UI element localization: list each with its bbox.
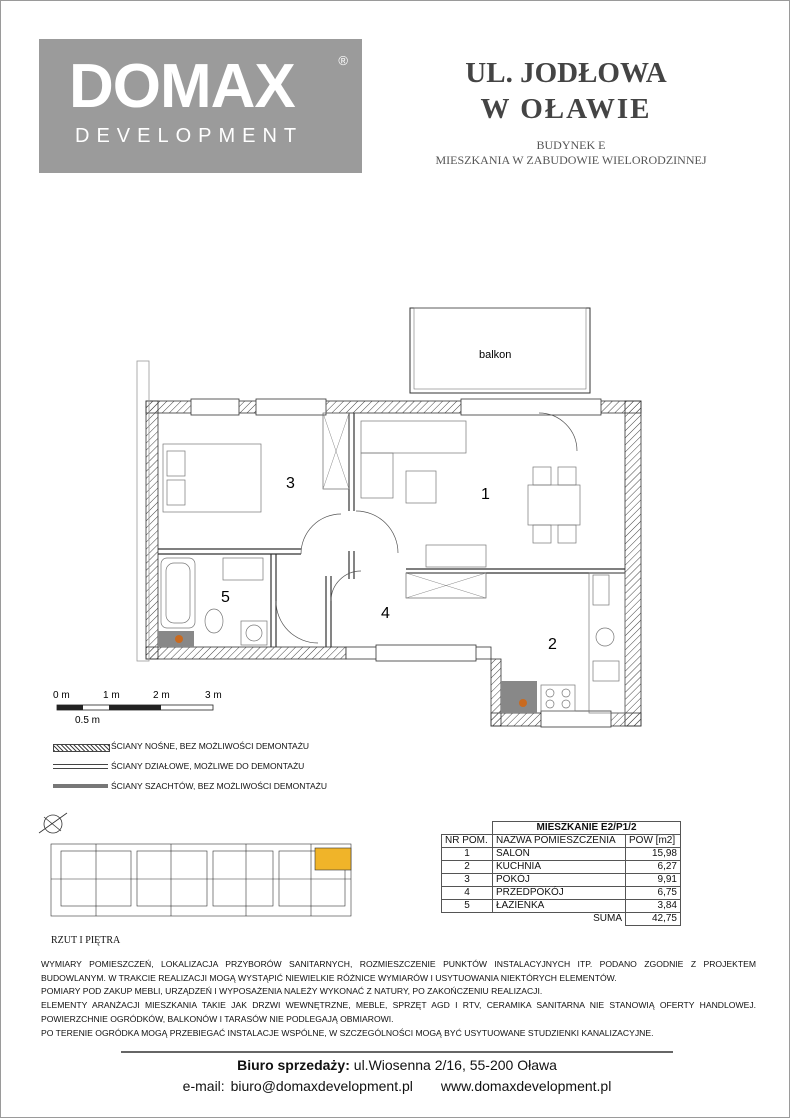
disclaimer-notes <box>41 958 756 1040</box>
room-name: KUCHNIA <box>493 861 626 874</box>
floor-plan-drawing <box>1 1 791 961</box>
floor-label: RZUT I PIĘTRA <box>51 935 121 946</box>
registered-mark: ® <box>338 53 348 68</box>
room-area: 6,27 <box>626 861 681 874</box>
contact-line <box>1 1078 792 1094</box>
office-address: ul.Wiosenna 2/16, 55-200 Oława <box>349 1057 557 1073</box>
footer-divider <box>121 1051 673 1053</box>
table-row <box>442 887 681 900</box>
street-title: UL. JODŁOWA <box>465 57 667 89</box>
sales-office <box>1 1057 792 1073</box>
table-row <box>442 861 681 874</box>
table-row <box>442 874 681 887</box>
room-nr: 3 <box>442 874 493 887</box>
room-nr: 1 <box>442 848 493 861</box>
room-name: PRZEDPOKÓJ <box>493 887 626 900</box>
city-title: W OŁAWIE <box>480 93 652 125</box>
sum-value: 42,75 <box>626 913 681 926</box>
windows <box>191 399 611 727</box>
table-row <box>442 900 681 913</box>
living-room-furniture <box>361 421 580 567</box>
door-swings <box>276 413 577 643</box>
note-line: WYMIARY POMIESZCZEŃ, LOKALIZACJA PRZYBORÓW SANITARNYCH, ROZMIESZCZENIE PUNKTÓW INSTALACYJNYCH ITP. PODANO ZGODNIE Z PROJEKTEM BUDOWLANYM. W TRAKCIE REALIZACJI MOGĄ WYSTĄPIĆ NIEWIELKIE RÓŻNICE WYMIARÓW I USYTUOWANIA NIEKTÓRYCH ELEMENTÓW. <box>41 959 756 983</box>
building-key-plan <box>51 844 351 916</box>
description-label: MIESZKANIA W ZABUDOWIE WIELORODZINNEJ <box>435 153 707 167</box>
note-line: POMIARY POD ZAKUP MEBLI, URZĄDZEŃ I WYPOSAŻENIA NALEŻY WYKONAĆ Z NATURY, PO ZAKOŃCZENIU REALIZACJI. <box>41 986 543 997</box>
room-area: 3,84 <box>626 900 681 913</box>
header-name: NAZWA POMIESZCZENIA <box>493 835 626 848</box>
room-number-3: 3 <box>286 475 295 492</box>
sum-row <box>442 913 681 926</box>
header-area: POW [m2] <box>626 835 681 848</box>
scale-tick-0: 0 m <box>53 690 70 701</box>
sum-label: SUMA <box>593 913 622 925</box>
scale-tick-3: 3 m <box>205 690 222 701</box>
building-label: BUDYNEK E <box>536 138 606 152</box>
logo-wordmark: DOMAX <box>69 52 295 121</box>
scale-tick-2: 2 m <box>153 690 170 701</box>
website-link[interactable]: www.domaxdevelopment.pl <box>440 1078 612 1094</box>
room-number-5: 5 <box>221 589 230 606</box>
balcony-label: balkon <box>479 349 512 361</box>
balcony <box>410 308 590 393</box>
legend-label: ŚCIANY SZACHTÓW, BEZ MOŻLIWOŚCI DEMONTAŻU <box>111 781 327 791</box>
partition-swatch-icon <box>53 764 108 769</box>
load-bearing-walls <box>137 361 641 726</box>
room-name: SALON <box>493 848 626 861</box>
apartment-title: MIESZKANIE E2/P1/2 <box>493 822 681 835</box>
scale-tick-half: 0.5 m <box>75 715 101 726</box>
legend-label: ŚCIANY DZIAŁOWE, MOŻLIWE DO DEMONTAŻU <box>111 761 305 771</box>
shaft-swatch-icon <box>53 784 108 788</box>
room-name: ŁAZIENKA <box>493 900 626 913</box>
header-nr: NR POM. <box>442 835 493 848</box>
room-number-1: 1 <box>481 486 490 503</box>
note-line: ELEMENTY ARANŻACJI MIESZKANIA TAKIE JAK DRZWI WEWNĘTRZNE, MEBLE, SPRZĘT AGD I RTV, CERAMIKA SANITARNA NIE STANOWIĄ OFERTY HANDLOWEJ. POWIERZCHNIE OGRÓDKÓW, BALKONÓW I TARASÓW NIE PODLEGAJĄ OBMIAROWI. <box>41 1000 756 1024</box>
note-line: PO TERENIE OGRÓDKA MOGĄ PRZEBIEGAĆ INSTALACJE WSPÓLNE, W SZCZEGÓLNOŚCI MOGĄ BYĆ USYTUOWANE STUDZIENKI KANALIZACYJNE. <box>41 1027 654 1038</box>
room-area: 15,98 <box>626 848 681 861</box>
legend-label: ŚCIANY NOŚNE, BEZ MOŻLIWOŚCI DEMONTAŻU <box>111 741 310 751</box>
office-label: Biuro sprzedaży: <box>237 1057 350 1073</box>
room-number-4: 4 <box>381 605 390 622</box>
email-link[interactable]: e-mail: biuro@domaxdevelopment.pl <box>182 1078 413 1094</box>
apartment-table <box>441 821 681 926</box>
room-number-2: 2 <box>548 636 557 653</box>
hatch-swatch-icon <box>53 744 110 752</box>
north-arrow-icon <box>39 813 67 833</box>
room-area: 9,91 <box>626 874 681 887</box>
table-row <box>442 848 681 861</box>
logo-tagline: DEVELOPMENT <box>75 125 304 147</box>
room-nr: 2 <box>442 861 493 874</box>
bed <box>163 444 261 512</box>
room-nr: 5 <box>442 900 493 913</box>
room-area: 6,75 <box>626 887 681 900</box>
room-name: POKÓJ <box>493 874 626 887</box>
room-nr: 4 <box>442 887 493 900</box>
scale-tick-1: 1 m <box>103 690 120 701</box>
scale-bar <box>53 690 222 726</box>
